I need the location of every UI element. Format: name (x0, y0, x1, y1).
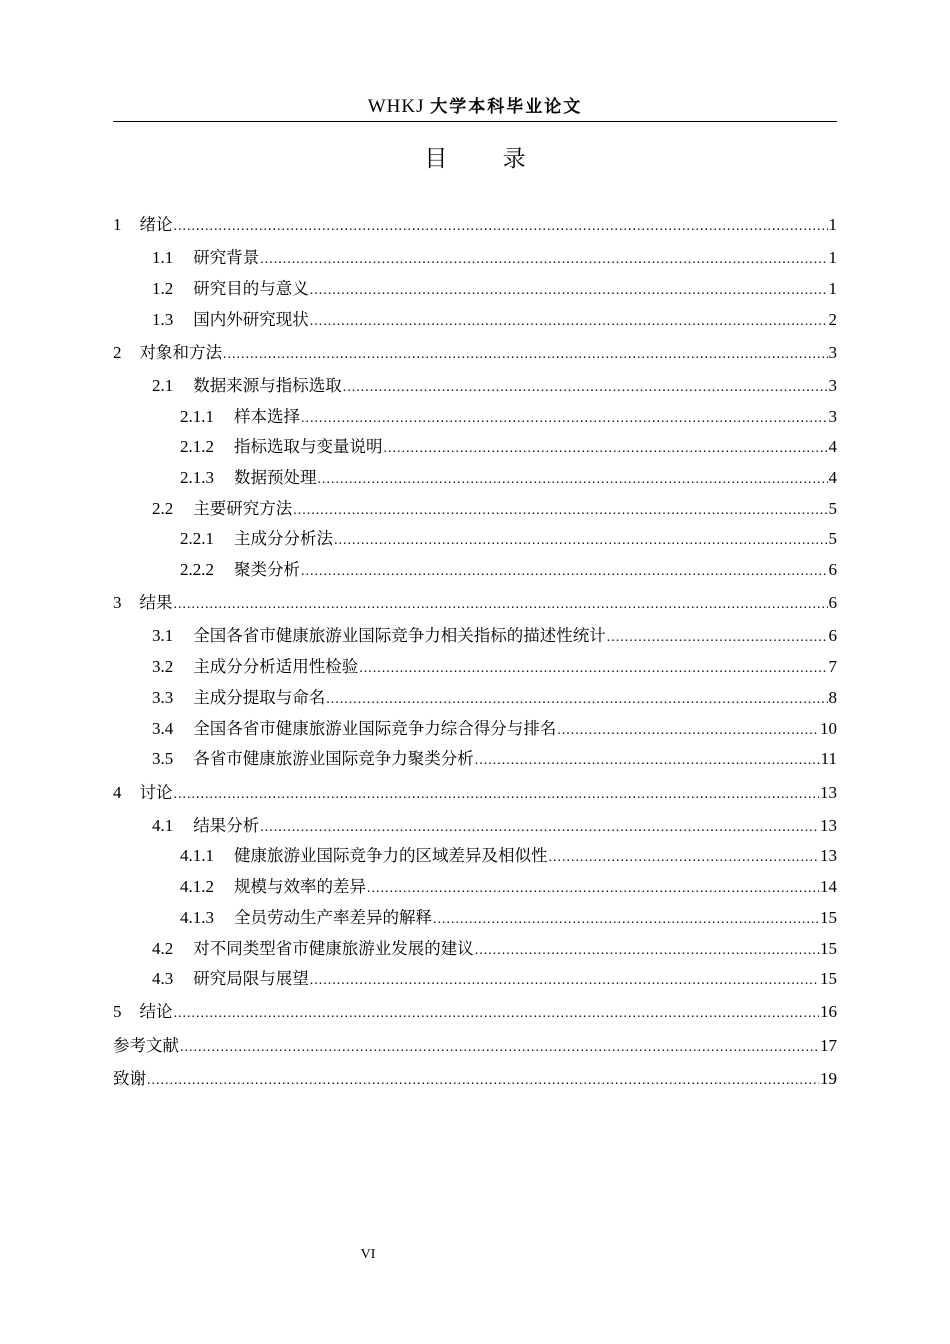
toc-entry-number: 2.2.2 (180, 560, 214, 579)
header-chinese: 大学本科毕业论文 (430, 97, 583, 117)
toc-entry[interactable] (113, 210, 837, 240)
toc-dot-leader (359, 654, 827, 684)
toc-entry-title: 样本选择 (234, 407, 300, 426)
toc-entry-title: 结论 (139, 1002, 173, 1021)
toc-entry-page: 15 (820, 939, 837, 958)
toc-entry[interactable] (113, 1064, 837, 1094)
toc-entry-page: 4 (828, 468, 837, 487)
toc-dot-leader (384, 434, 828, 464)
toc-dot-leader (475, 746, 820, 776)
toc-entry-page: 19 (820, 1069, 837, 1088)
toc-entry[interactable] (180, 524, 837, 554)
toc-entry[interactable] (152, 683, 837, 713)
toc-entry-number: 4.1.2 (180, 877, 214, 896)
toc-entry-title: 国内外研究现状 (193, 310, 309, 329)
toc-entry-title: 绪论 (139, 215, 173, 234)
toc-entry-page: 3 (828, 376, 837, 395)
toc-dot-leader (318, 465, 828, 495)
toc-entry[interactable] (152, 964, 837, 994)
toc-entry-title: 指标选取与变量说明 (234, 437, 383, 456)
toc-dot-leader (334, 526, 828, 556)
toc-dot-leader (260, 813, 819, 843)
toc-entry-page: 1 (828, 279, 837, 298)
toc-entry-number: 2 (113, 343, 122, 362)
toc-entry[interactable] (113, 1031, 837, 1061)
toc-entry[interactable] (113, 588, 837, 618)
toc-dot-leader (310, 966, 819, 996)
toc-entry-number: 3.1 (152, 626, 174, 645)
toc-entry[interactable] (152, 811, 837, 841)
toc-entry-title: 主成分分析适用性检验 (193, 657, 359, 676)
toc-entry-number: 1.1 (152, 248, 174, 267)
toc-entry[interactable] (152, 714, 837, 744)
toc-entry-page: 6 (828, 593, 837, 612)
toc-dot-leader (174, 590, 828, 620)
toc-dot-leader (147, 1066, 819, 1096)
toc-entry-number: 3.2 (152, 657, 174, 676)
toc-entry[interactable] (180, 872, 837, 902)
toc-entry-page: 8 (828, 688, 837, 707)
toc-dot-leader (549, 843, 820, 873)
toc-entry-page: 10 (820, 719, 837, 738)
toc-entry-number: 5 (113, 1002, 122, 1021)
toc-entry[interactable] (152, 371, 837, 401)
toc-entry-number: 2.1.3 (180, 468, 214, 487)
toc-entry[interactable] (180, 903, 837, 933)
toc-entry-title: 全员劳动生产率差异的解释 (234, 908, 432, 927)
toc-title: 目 录 (424, 146, 550, 172)
toc-entry-title: 主成分提取与命名 (193, 688, 326, 707)
toc-dot-leader (326, 685, 827, 715)
toc-entry-page: 6 (828, 560, 837, 579)
toc-dot-leader (174, 780, 820, 810)
toc-entry-title: 研究局限与展望 (193, 969, 309, 988)
toc-entry-title: 全国各省市健康旅游业国际竞争力综合得分与排名 (193, 719, 557, 738)
page-header (113, 94, 837, 120)
toc-entry[interactable] (152, 744, 837, 774)
toc-entry-page: 14 (820, 877, 837, 896)
toc-entry[interactable] (180, 841, 837, 871)
toc-dot-leader (607, 623, 828, 653)
toc-entry-title: 结果 (139, 593, 173, 612)
toc-entry[interactable] (180, 555, 837, 585)
toc-entry-number: 3 (113, 593, 122, 612)
toc-entry-number: 3.3 (152, 688, 174, 707)
toc-dot-leader (343, 373, 828, 403)
toc-entry-title: 对象和方法 (139, 343, 222, 362)
page-number: VI (360, 1247, 376, 1262)
toc-entry-number: 4.2 (152, 939, 174, 958)
toc-entry-page: 5 (828, 499, 837, 518)
toc-entry-title: 健康旅游业国际竞争力的区域差异及相似性 (234, 846, 548, 865)
toc-dot-leader (310, 276, 828, 306)
toc-entry-page: 15 (820, 908, 837, 927)
toc-entry[interactable] (180, 432, 837, 462)
toc-entry-page: 4 (828, 437, 837, 456)
toc-entry-page: 13 (820, 783, 837, 802)
toc-entry-number: 2.1 (152, 376, 174, 395)
toc-entry-title: 主成分分析法 (234, 529, 333, 548)
toc-entry-number: 4.1.3 (180, 908, 214, 927)
toc-entry-page: 16 (820, 1002, 837, 1021)
toc-entry-page: 17 (820, 1036, 837, 1055)
toc-entry-number: 4.3 (152, 969, 174, 988)
toc-entry-page: 3 (828, 343, 837, 362)
toc-entry[interactable] (152, 652, 837, 682)
toc-entry[interactable] (152, 621, 837, 651)
toc-dot-leader (301, 557, 828, 587)
toc-entry-page: 2 (828, 310, 837, 329)
toc-entry-title: 主要研究方法 (193, 499, 293, 518)
toc-entry-title: 致谢 (113, 1069, 146, 1088)
toc-entry-title: 结果分析 (193, 816, 260, 835)
toc-entry-number: 1.2 (152, 279, 174, 298)
toc-entry-number: 3.4 (152, 719, 174, 738)
toc-entry-title: 讨论 (139, 783, 173, 802)
toc-entry-title: 参考文献 (113, 1036, 179, 1055)
toc-entry[interactable] (152, 494, 837, 524)
toc-dot-leader (223, 340, 828, 370)
toc-entry-number: 2.2.1 (180, 529, 214, 548)
toc-entry-number: 4 (113, 783, 122, 802)
toc-entry-page: 15 (820, 969, 837, 988)
toc-entry-page: 1 (828, 215, 837, 234)
toc-entry-page: 3 (828, 407, 837, 426)
toc-entry-number: 4.1.1 (180, 846, 214, 865)
toc-entry-number: 3.5 (152, 749, 174, 768)
toc-dot-leader (433, 905, 819, 935)
toc-dot-leader (310, 307, 828, 337)
toc-entry-title: 研究目的与意义 (193, 279, 309, 298)
toc-entry-page: 7 (828, 657, 837, 676)
toc-entry-number: 2.2 (152, 499, 174, 518)
toc-dot-leader (293, 496, 827, 526)
toc-dot-leader (557, 716, 819, 746)
toc-entry[interactable] (113, 338, 837, 368)
toc-entry-number: 1.3 (152, 310, 174, 329)
toc-entry-page: 11 (820, 749, 837, 768)
toc-entry-title: 数据来源与指标选取 (193, 376, 342, 395)
toc-dot-leader (174, 212, 828, 242)
toc-entry[interactable] (152, 274, 837, 304)
toc-entry-page: 13 (820, 846, 837, 865)
toc-entry-title: 各省市健康旅游业国际竞争力聚类分析 (193, 749, 474, 768)
toc-entry-title: 规模与效率的差异 (234, 877, 366, 896)
toc-entry-page: 1 (828, 248, 837, 267)
toc-entry[interactable] (113, 778, 837, 808)
header-latin: WHKJ (367, 96, 425, 117)
toc-entry-title: 研究背景 (193, 248, 260, 267)
toc-dot-leader (260, 245, 827, 275)
toc-entry[interactable] (152, 934, 837, 964)
toc-entry-title: 全国各省市健康旅游业国际竞争力相关指标的描述性统计 (193, 626, 606, 645)
toc-entry-number: 1 (113, 215, 122, 234)
toc-entry[interactable] (180, 402, 837, 432)
toc-dot-leader (301, 404, 828, 434)
toc-entry-page: 5 (828, 529, 837, 548)
toc-entry-number: 4.1 (152, 816, 174, 835)
header-rule (113, 121, 837, 122)
toc-entry-number: 2.1.1 (180, 407, 214, 426)
toc-dot-leader (174, 999, 820, 1029)
toc-entry-title: 聚类分析 (234, 560, 300, 579)
toc-entry-title: 数据预处理 (234, 468, 317, 487)
toc-entry[interactable] (152, 305, 837, 335)
toc-entry[interactable] (113, 997, 837, 1027)
toc-entry[interactable] (180, 463, 837, 493)
toc-dot-leader (180, 1033, 819, 1063)
toc-entry-number: 2.1.2 (180, 437, 214, 456)
toc-dot-leader (475, 936, 819, 966)
toc-entry-title: 对不同类型省市健康旅游业发展的建议 (193, 939, 474, 958)
toc-dot-leader (367, 874, 819, 904)
toc-entry-page: 6 (828, 626, 837, 645)
toc-entry[interactable] (152, 243, 837, 273)
toc-entry-page: 13 (820, 816, 837, 835)
